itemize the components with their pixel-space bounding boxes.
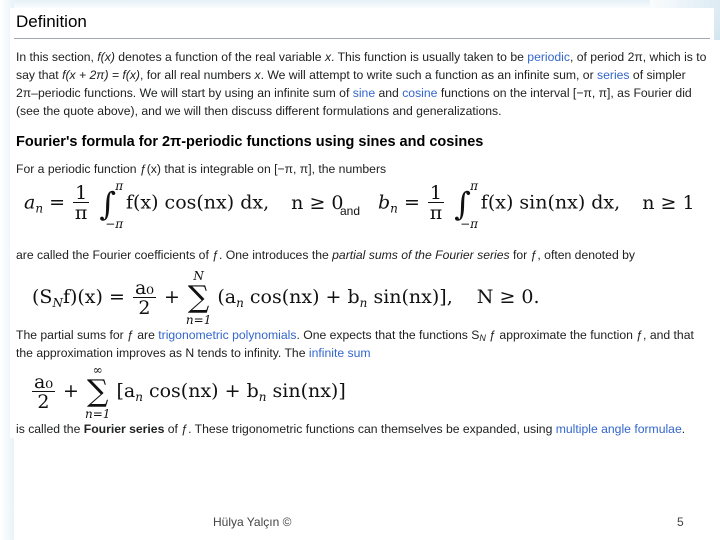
text: the approximation improves as N tends to infinity. The xyxy=(16,346,309,360)
text: functions on the interval [−π, π], as Fourier did xyxy=(437,86,692,100)
lower-limit: n=1 xyxy=(84,407,111,421)
text: In this section, xyxy=(16,50,98,64)
text: . This function is usually taken to be xyxy=(331,50,528,64)
summation-sign xyxy=(85,364,110,420)
text: of ƒ. These trigonometric functions can themselves be expanded, using xyxy=(164,422,556,436)
numerator: 1 xyxy=(75,182,88,204)
condition: n ≥ 0 xyxy=(291,191,344,214)
text: . One expects that the functions S xyxy=(296,328,480,342)
series-link[interactable]: series xyxy=(597,68,630,82)
subscript: N xyxy=(479,333,486,343)
text: are called the Fourier coefficients of ƒ. One introduces the xyxy=(16,248,333,262)
sn-lhs: (S xyxy=(32,286,53,308)
footer-author: Hülya Yalçın © xyxy=(213,515,292,529)
text: , for all real numbers xyxy=(140,68,255,82)
fraction xyxy=(32,370,55,413)
intro-line-2 xyxy=(16,66,711,85)
section-heading: Fourier's formula for 2π-periodic functions using sines and cosines xyxy=(16,134,484,150)
summand: sin(nx)], xyxy=(367,286,453,308)
plus-sign: + xyxy=(163,286,180,308)
text: The partial sums for ƒ are xyxy=(16,328,159,342)
subscript: n xyxy=(359,296,368,310)
text: ƒ approximate the function ƒ, and that xyxy=(485,328,694,342)
condition: N ≥ 0. xyxy=(476,286,540,308)
subscript: N xyxy=(52,296,63,310)
subscript: n xyxy=(236,296,244,310)
sigma: ∑ xyxy=(86,374,109,409)
subscript: n xyxy=(135,390,143,404)
intro-line-3 xyxy=(16,84,711,103)
footer-page-number: 5 xyxy=(677,515,684,529)
integrable-paragraph: For a periodic function ƒ(x) that is integrable on [−π, π], the numbers xyxy=(16,162,387,176)
lower-limit: −π xyxy=(105,216,124,231)
definition-heading: Definition xyxy=(16,12,87,31)
periodicity-equation: f(x + 2π) = f(x) xyxy=(62,68,140,82)
text: of simpler xyxy=(629,68,686,82)
subscript: n xyxy=(390,201,398,216)
upper-limit: N xyxy=(193,269,204,283)
bn-formula xyxy=(378,178,695,231)
integrand: f(x) sin(nx) dx, xyxy=(480,191,621,214)
subscript: n xyxy=(35,201,44,216)
condition: n ≥ 1 xyxy=(642,191,695,214)
integral-sign: ∫ π −π xyxy=(99,178,124,231)
summand: cos(nx) + b xyxy=(243,286,360,308)
text: 2π–periodic functions. We will start by using an infinite sum of xyxy=(16,86,353,100)
an-symbol: a xyxy=(24,191,36,214)
summand: [a xyxy=(116,380,136,402)
lower-limit: n=1 xyxy=(185,313,212,327)
x-term: x xyxy=(324,50,332,64)
sine-link[interactable]: sine xyxy=(352,86,376,100)
multiple-angle-formulae-link[interactable]: multiple angle formulae xyxy=(555,422,682,436)
text: for ƒ, often denoted by xyxy=(509,248,635,262)
x-term: x xyxy=(254,68,261,82)
cosine-link[interactable]: cosine xyxy=(402,86,438,100)
numerator: a₀ xyxy=(134,276,154,299)
text: . We will attempt to write such a function as an infinite sum, or xyxy=(260,68,598,82)
text: , of period 2π, which is to xyxy=(569,50,707,64)
bn-symbol: b xyxy=(378,191,391,214)
integral-sign: ∫ π −π xyxy=(454,178,479,231)
sn-lhs-rest: f)(x) = xyxy=(62,286,125,308)
denominator: π xyxy=(429,202,443,224)
infinite-sum-link[interactable]: infinite sum xyxy=(308,346,371,360)
denominator: 2 xyxy=(37,390,50,413)
equals-sign: = xyxy=(49,191,72,214)
slide-content xyxy=(10,8,714,438)
trigonometric-polynomials-link[interactable]: trigonometric polynomials xyxy=(158,328,297,342)
text: is called the xyxy=(16,422,84,436)
summand: sin(nx)] xyxy=(266,380,346,402)
text: denotes a function of the real variable xyxy=(114,50,325,64)
text: say that xyxy=(16,68,63,82)
fraction xyxy=(428,184,444,223)
denominator: π xyxy=(74,202,88,224)
fraction xyxy=(73,184,89,223)
summation-sign xyxy=(186,270,211,326)
text: and xyxy=(375,86,403,100)
summand: cos(nx) + b xyxy=(142,380,259,402)
heading-rule xyxy=(14,38,710,39)
fourier-series-formula xyxy=(30,364,346,420)
plus-sign: + xyxy=(63,380,79,402)
partial-sums-paragraph-line-2 xyxy=(16,344,711,363)
upper-limit: ∞ xyxy=(92,363,103,377)
numerator: a₀ xyxy=(34,370,53,393)
denominator: 2 xyxy=(138,296,151,319)
intro-line-4: (see the quote above), and we will then discuss different formulations and generalizations. xyxy=(16,104,502,118)
fourier-series-term: Fourier series xyxy=(83,422,165,436)
partial-sums-term: partial sums of the Fourier series xyxy=(332,248,510,262)
upper-limit: π xyxy=(470,178,478,193)
fraction xyxy=(133,276,156,319)
an-formula xyxy=(24,178,344,231)
equals-sign: = xyxy=(403,191,426,214)
fourier-series-paragraph xyxy=(16,420,711,438)
text: . xyxy=(681,422,686,436)
upper-limit: π xyxy=(115,178,124,193)
sigma: ∑ xyxy=(187,280,210,315)
numerator: 1 xyxy=(429,182,443,204)
lower-limit: −π xyxy=(460,216,479,231)
integrand: f(x) cos(nx) dx, xyxy=(125,191,270,214)
summand: (a xyxy=(217,286,237,308)
fx-term: f(x) xyxy=(97,50,115,64)
and-word: and xyxy=(340,204,361,218)
periodic-link[interactable]: periodic xyxy=(527,50,570,64)
subscript: n xyxy=(258,390,267,404)
partial-sum-formula xyxy=(32,270,540,326)
intro-line-1 xyxy=(16,48,711,67)
coefficients-paragraph xyxy=(16,246,711,265)
